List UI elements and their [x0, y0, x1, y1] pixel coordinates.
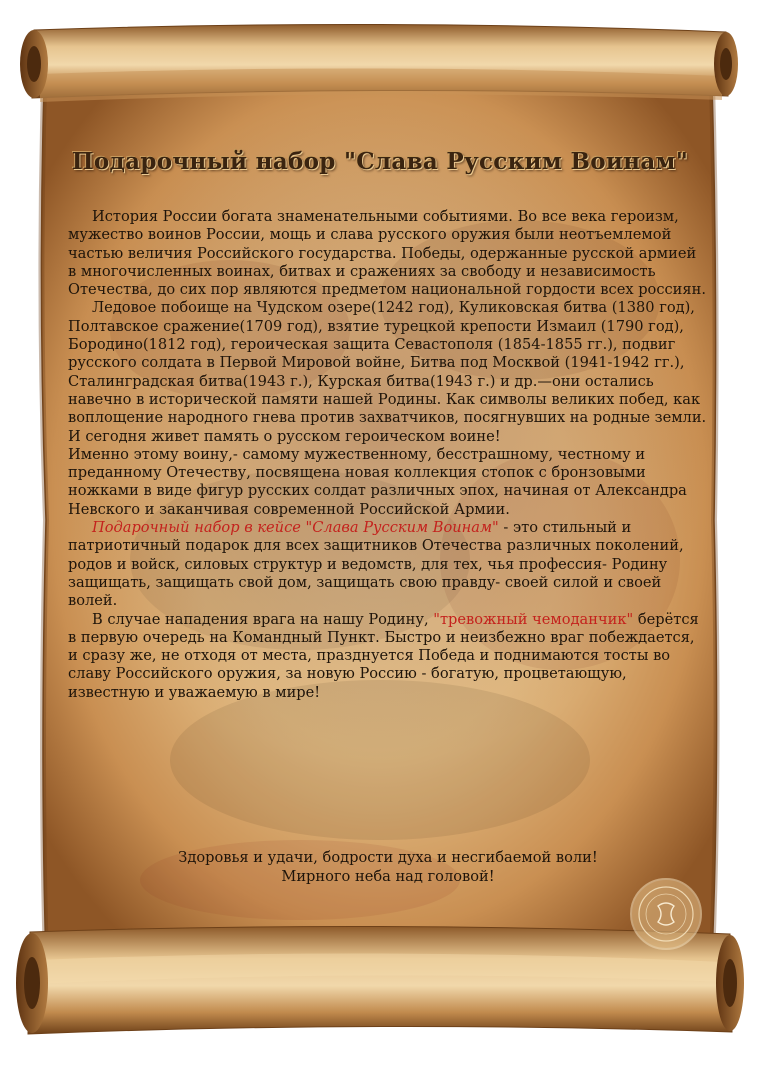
closing-line-1: Здоровья и удачи, бодрости духа и несгибаемой воли! — [178, 849, 598, 866]
alarm-case-text: берётся в первую очередь на Командный Пункт. Быстро и неизбежно враг побеждается, и сразу же, не отходя от места, празднуется Победа и поднимаются тосты во славу Российского оружия, за новую Россию - богатую, процветающую, известную и уважаемую в мире! — [68, 610, 699, 701]
paragraph-history: История России богата знаменательными событиями. Во все века героизм, мужество воинов России, мощь и слава русского оружия были неотъемлемой частью величия Российского государства. Победы, одержанные русской армией в многочисленных воинах, битвах и сражениях за свободу и независимость Отечества, до сих пор являются предметом национальной гордости всех россиян. — [68, 208, 706, 299]
gift-set-text: - это стильный и патриотичный подарок для всех защитников Отечества различных поколений, родов и войск, силовых структур и ведомств, для тех, чья профессия- Родину защищать, защищать свой дом, защищать свою правду- своей силой и своей волей. — [68, 519, 684, 610]
paragraph-collection: Именно этому воину,- самому мужественному, бесстрашному, честному и преданному Отечеству, посвящена новая коллекция стопок с бронзовыми ножками в виде фигур русских солдат различных эпох, начиная от Александра Невского и заканчивая современной Российской Армии. — [68, 445, 687, 518]
document-body — [68, 208, 708, 702]
paragraph-battles: Ледовое побоище на Чудском озере(1242 год), Куликовская битва (1380 год), Полтавское сражение(1709 год), взятие турецкой крепости Измаил (1790 год), Бородино(1812 год), героическая защита Севастополя (1854-1855 гг.), подвиг русского солдата в Первой Мировой войне, Битва под Москвой (1941-1942 гг.), Сталинградская битва(1943 г.), Курская битва(1943 г.) и др.—они остались навечно в исторической памяти нашей Родины. Как символы великих побед, как воплощение народного гнева против захватчиков, посягнувших на родные земли. И сегодня живет память о русском героическом воине! — [68, 299, 707, 445]
gift-set-highlight: Подарочный набор в кейсе "Слава Русским Воинам" — [92, 519, 499, 537]
paragraph-gift-set — [68, 519, 708, 610]
stamp-seal-icon — [628, 876, 704, 952]
closing-line-2: Мирного неба над головой! — [281, 868, 495, 885]
document-title: Подарочный набор "Слава Русским Воинам" — [71, 148, 689, 175]
paragraph-alarm-case — [68, 611, 708, 702]
alarm-case-highlight: "тревожный чемоданчик" — [433, 610, 634, 628]
alarm-case-intro: В случае нападения врага на нашу Родину, — [92, 610, 434, 628]
closing-wishes — [68, 848, 708, 886]
